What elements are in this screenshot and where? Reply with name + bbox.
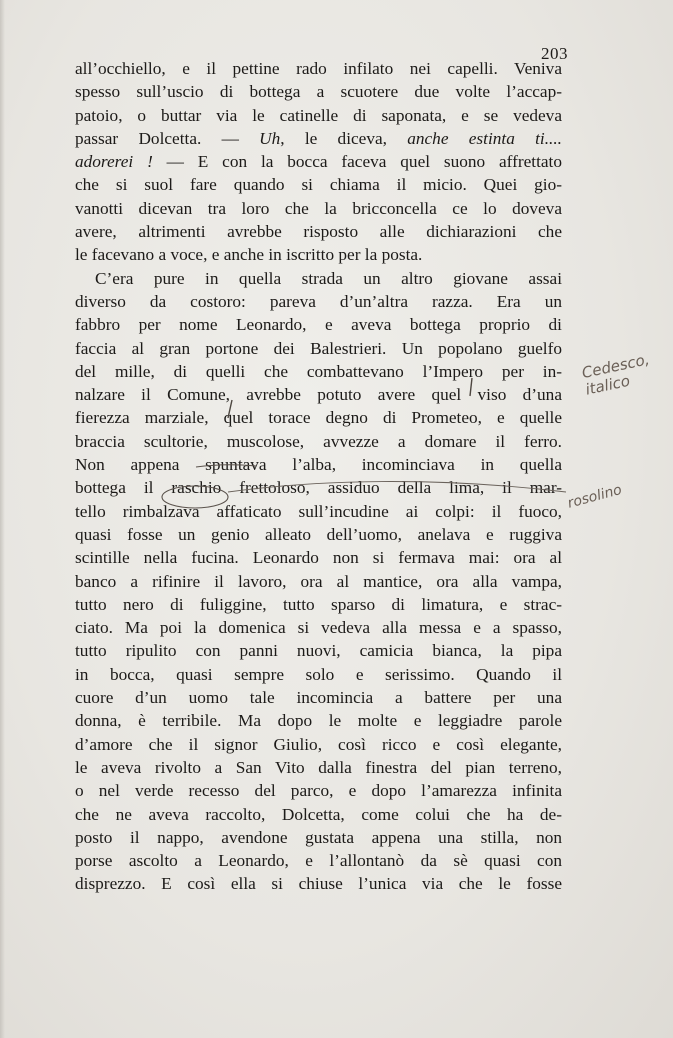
italic-text: anche estinta ti.... — [407, 128, 562, 148]
text-line — [75, 127, 562, 150]
text-line: le facevano a voce, e anche in iscritto per la posta. — [75, 245, 423, 265]
italic-text: adorerei ! — [75, 152, 153, 172]
text-line: cuore d’un uomo tale incomincia a battere per una — [75, 688, 562, 708]
text-line: all’occhiello, e il pettine rado infilato nei capelli. Veniva — [75, 59, 562, 78]
text-line: o nel verde recesso del parco, e dopo l’amarezza infinita — [75, 781, 562, 801]
text-line: quasi fosse un genio alleato dell’uomo, anelava e ruggiva — [75, 524, 562, 544]
text-run: , le diceva, — [280, 128, 408, 148]
margin-note-handwritten: Cedesco, italico — [580, 350, 651, 399]
italic-text: Uh — [259, 128, 281, 148]
text-line: fierezza marziale, quel torace degno di Prometeo, e quelle — [75, 408, 562, 428]
text-line: patoio, o buttar via le catinelle di saponata, e se vedeva — [75, 105, 562, 125]
text-line: braccia scultorie, muscolose, avvezze a domare il ferro. — [75, 431, 562, 451]
text-line: fabbro per nome Leonardo, e aveva bottega proprio di — [75, 315, 562, 335]
text-line: ciato. Ma poi la domenica si vedeva alla messa e a spasso, — [75, 618, 562, 638]
page-number: 203 — [541, 44, 568, 63]
text-line: posto il nappo, avendone gustata appena una stilla, non — [75, 827, 562, 847]
margin-note-handwritten-2: rosolino — [565, 481, 624, 512]
text-line: bottega il raschio frettoloso, assiduo della lima, il mar- — [75, 478, 562, 498]
text-line: disprezzo. E così ella si chiuse l’unica via che le fosse — [75, 874, 562, 894]
text-line: del mille, di quelli che combattevano l’Impero per in- — [75, 361, 562, 381]
text-line: faccia al gran portone dei Balestrieri. Un popolano guelfo — [75, 338, 562, 358]
text-run: passar Dolcetta. — — [75, 128, 260, 148]
text-line: vanotti dicevan tra loro che la bricconcella ce lo doveva — [75, 198, 562, 218]
text-line: che ne aveva raccolto, Dolcetta, come colui che ha de- — [75, 804, 562, 824]
text-line: diverso da costoro: pareva d’un’altra razza. Era un — [75, 291, 562, 311]
text-line: tello rimbalzava affaticato sull’incudine ai colpi: il fuoco, — [75, 501, 562, 521]
text-line: tutto ripulito con panni nuovi, camicia bianca, la pipa — [75, 641, 562, 661]
text-line: C’era pure in quella strada un altro giovane assai — [95, 268, 562, 288]
text-line: d’amore che il signor Giulio, così ricco e così elegante, — [75, 734, 562, 754]
text-line: in bocca, quasi sempre solo e serissimo. Quando il — [75, 664, 562, 684]
text-line: porse ascolto a Leonardo, e l’allontanò da sè quasi con — [75, 851, 562, 871]
text-line: le aveva rivolto a San Vito dalla finestra del pian terreno, — [75, 757, 562, 777]
binding-shadow — [0, 0, 5, 1038]
text-line: Non appena spuntava l’alba, incominciava in quella — [75, 455, 562, 475]
text-line: tutto nero di fuliggine, tutto sparso di limatura, e strac- — [75, 594, 562, 614]
text-line: scintille nella fucina. Leonardo non si fermava mai: ora al — [75, 548, 562, 568]
text-line: nalzare il Comune, avrebbe potuto avere quel viso d’una — [75, 385, 562, 405]
text-line — [75, 150, 562, 173]
text-line: che si suol fare quando si chiama il micio. Quei gio- — [75, 175, 562, 195]
body-text — [75, 57, 562, 896]
text-line: donna, è terribile. Ma dopo le molte e leggiadre parole — [75, 711, 562, 731]
text-line: banco a rifinire il lavoro, ora al mantice, ora alla vampa, — [75, 571, 562, 591]
text-line: spesso sull’uscio di bottega a scuotere due volte l’accap- — [75, 82, 562, 102]
text-run: — E con la bocca faceva quel suono affrettato — [152, 152, 562, 172]
text-line: avere, altrimenti avrebbe risposto alle dichiarazioni che — [75, 222, 562, 242]
